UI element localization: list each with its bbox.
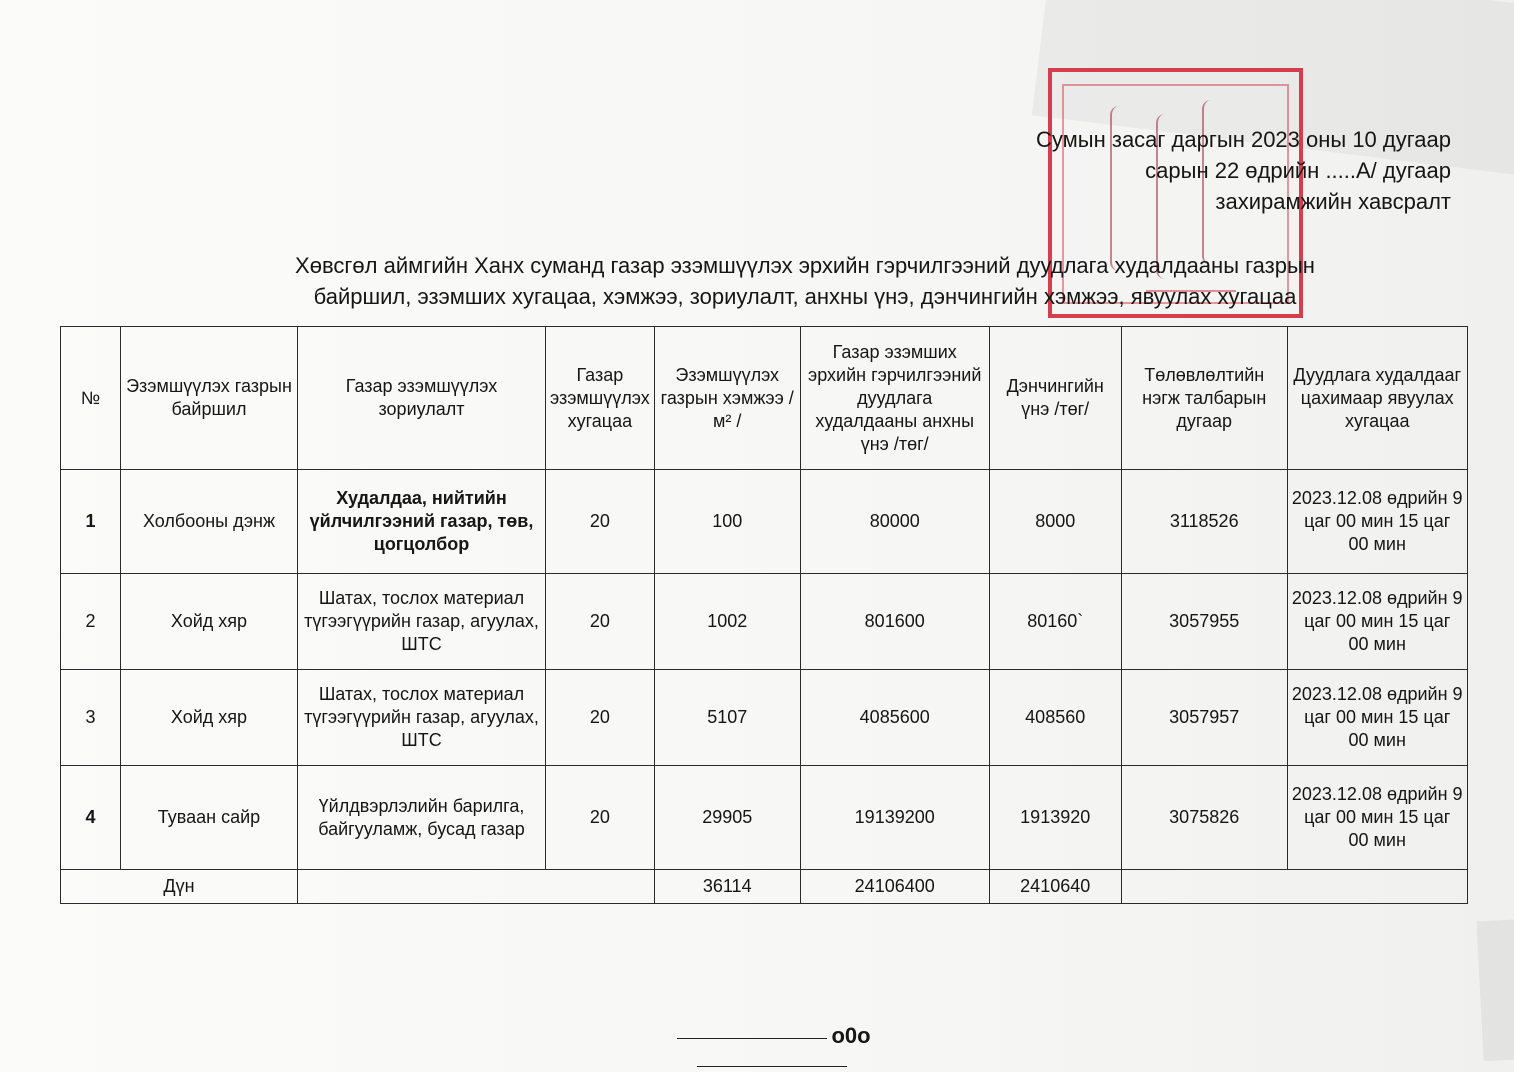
table-row <box>61 766 1468 870</box>
document-end-mark <box>597 1022 947 1072</box>
row-auction-time: 2023.12.08 өдрийн 9 цаг 00 мин 15 цаг 00 мин <box>1287 766 1467 870</box>
document-title-line-2: байршил, эзэмших хугацаа, хэмжээ, зориулалт, анхны үнэ, дэнчингийн хэмжээ, явуулах хугацаа <box>313 284 1297 309</box>
row-initial-price: 19139200 <box>800 766 989 870</box>
appendix-header-line-1: Сумын засаг даргын 2023 оны 10 дугаар <box>1036 127 1451 152</box>
header-purpose: Газар эзэмшүүлэх зориулалт <box>298 327 546 470</box>
table-row <box>61 470 1468 574</box>
row-initial-price: 80000 <box>800 470 989 574</box>
appendix-header-line-3: захирамжийн хавсралт <box>1215 189 1451 214</box>
appendix-header-line-2: сарын 22 өдрийн .....A/ дугаар <box>1145 158 1451 183</box>
row-zone-number: 3118526 <box>1121 470 1287 574</box>
row-auction-time: 2023.12.08 өдрийн 9 цаг 00 мин 15 цаг 00 мин <box>1287 470 1467 574</box>
row-deposit: 80160` <box>989 574 1121 670</box>
row-area: 100 <box>654 470 800 574</box>
row-location: Холбооны дэнж <box>121 470 298 574</box>
row-number: 2 <box>61 574 121 670</box>
row-area: 5107 <box>654 670 800 766</box>
row-number: 1 <box>61 470 121 574</box>
header-duration: Газар эзэмшүүлэх хугацаа <box>546 327 655 470</box>
row-area: 1002 <box>654 574 800 670</box>
row-location: Хойд хяр <box>121 670 298 766</box>
row-number: 3 <box>61 670 121 766</box>
row-purpose: Шатах, тослох материал түгээгүүрийн газар, агуулах, ШТС <box>298 670 546 766</box>
total-initial-price: 24106400 <box>800 870 989 904</box>
auction-land-table <box>60 326 1468 904</box>
row-duration: 20 <box>546 574 655 670</box>
total-empty-tail <box>1121 870 1467 904</box>
total-deposit: 2410640 <box>989 870 1121 904</box>
row-deposit: 408560 <box>989 670 1121 766</box>
document-title <box>145 250 1465 312</box>
row-deposit: 8000 <box>989 470 1121 574</box>
header-deposit: Дэнчингийн үнэ /төг/ <box>989 327 1121 470</box>
document-title-line-1: Хөвсгөл аймгийн Ханх суманд газар эзэмшүүлэх эрхийн гэрчилгээний дуудлага худалдааны газрын <box>295 253 1315 278</box>
row-auction-time: 2023.12.08 өдрийн 9 цаг 00 мин 15 цаг 00 мин <box>1287 574 1467 670</box>
row-zone-number: 3075826 <box>1121 766 1287 870</box>
row-purpose: Худалдаа, нийтийн үйлчилгээний газар, төв, цогцолбор <box>298 470 546 574</box>
total-label: Дүн <box>61 870 298 904</box>
header-zone-number: Төлөвлөлтийн нэгж талбарын дугаар <box>1121 327 1287 470</box>
row-location: Хойд хяр <box>121 574 298 670</box>
paper-edge-shadow <box>1476 919 1514 1062</box>
row-zone-number: 3057955 <box>1121 574 1287 670</box>
total-row <box>61 870 1468 904</box>
table-row <box>61 670 1468 766</box>
header-initial-price: Газар эзэмших эрхийн гэрчилгээний дуудлага худалдааны анхны үнэ /төг/ <box>800 327 989 470</box>
header-auction-time: Дуудлага худалдааг цахимаар явуулах хугацаа <box>1287 327 1467 470</box>
row-number: 4 <box>61 766 121 870</box>
row-auction-time: 2023.12.08 өдрийн 9 цаг 00 мин 15 цаг 00 мин <box>1287 670 1467 766</box>
row-area: 29905 <box>654 766 800 870</box>
row-duration: 20 <box>546 470 655 574</box>
row-location: Туваан сайр <box>121 766 298 870</box>
header-location: Эзэмшүүлэх газрын байршил <box>121 327 298 470</box>
row-duration: 20 <box>546 766 655 870</box>
row-purpose: Үйлдвэрлэлийн барилга, байгууламж, бусад газар <box>298 766 546 870</box>
row-initial-price: 4085600 <box>800 670 989 766</box>
end-symbol: o0o <box>831 1023 871 1048</box>
total-empty-cell <box>298 870 655 904</box>
row-purpose: Шатах, тослох материал түгээгүүрийн газар, агуулах, ШТС <box>298 574 546 670</box>
header-area: Эзэмшүүлэх газрын хэмжээ / м² / <box>654 327 800 470</box>
row-zone-number: 3057957 <box>1121 670 1287 766</box>
header-number: № <box>61 327 121 470</box>
table-header-row <box>61 327 1468 470</box>
row-initial-price: 801600 <box>800 574 989 670</box>
row-duration: 20 <box>546 670 655 766</box>
appendix-header <box>931 124 1451 217</box>
end-line-right <box>697 1066 847 1068</box>
row-deposit: 1913920 <box>989 766 1121 870</box>
total-area: 36114 <box>654 870 800 904</box>
table-row <box>61 574 1468 670</box>
end-line-left <box>677 1038 827 1040</box>
